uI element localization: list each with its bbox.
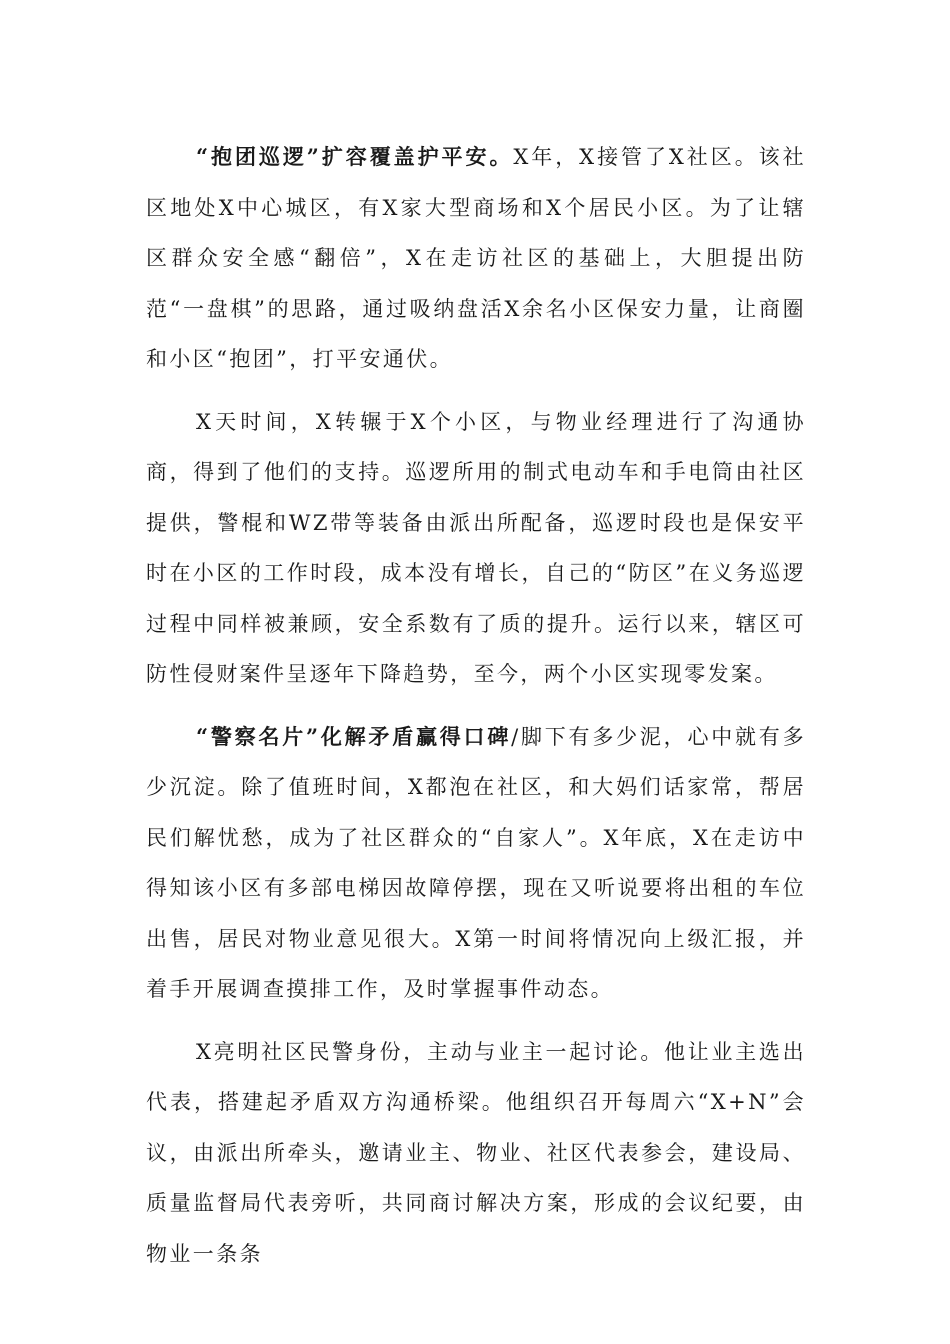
- paragraph-police-card: [146, 712, 806, 1015]
- document-body: [146, 132, 806, 1291]
- paragraph-text: X亮明社区民警身份，主动与业主一起讨论。他让业主选出代表，搭建起矛盾双方沟通桥梁。他组织召开每周六“X+N”会议，由派出所牵头，邀请业主、物业、社区代表参会，建设局、质量监督局代表旁听，共同商讨解决方案，形成的会议纪要，由物业一条条: [146, 1039, 806, 1266]
- paragraph-heading: “抱团巡逻”扩容覆盖护平安。: [196, 144, 514, 169]
- paragraph-meeting: [146, 1027, 806, 1280]
- paragraph-text: X年，X接管了X社区。该社区地处X中心城区，有X家大型商场和X个居民小区。为了让辖区群众安全感“翻倍”，X在走访社区的基础上，大胆提出防范“一盘棋”的思路，通过吸纳盘活X余名小区保安力量，让商圈和小区“抱团”，打平安通伏。: [146, 145, 806, 371]
- paragraph-text: X天时间，X转辗于X个小区，与物业经理进行了沟通协商，得到了他们的支持。巡逻所用的制式电动车和手电筒由社区提供，警棍和WZ带等装备由派出所配备，巡逻时段也是保安平时在小区的工作时段，成本没有增长，自己的“防区”在义务巡逻过程中同样被兼顾，安全系数有了质的提升。运行以来，辖区可防性侵财案件呈逐年下降趋势，至今，两个小区实现零发案。: [146, 409, 806, 686]
- paragraph-patrol-details: [146, 397, 806, 700]
- paragraph-patrol: [146, 132, 806, 385]
- paragraph-heading: “警察名片”化解矛盾赢得口碑: [196, 723, 512, 749]
- paragraph-text: /脚下有多少泥，心中就有多少沉淀。除了值班时间，X都泡在社区，和大妈们话家常，帮居民们解忧愁，成为了社区群众的“自家人”。X年底，X在走访中得知该小区有多部电梯因故障停摆，现在又听说要将出租的车位出售，居民对物业意见很大。X第一时间将情况向上级汇报，并着手开展调查摸排工作，及时掌握事件动态。: [146, 724, 806, 1001]
